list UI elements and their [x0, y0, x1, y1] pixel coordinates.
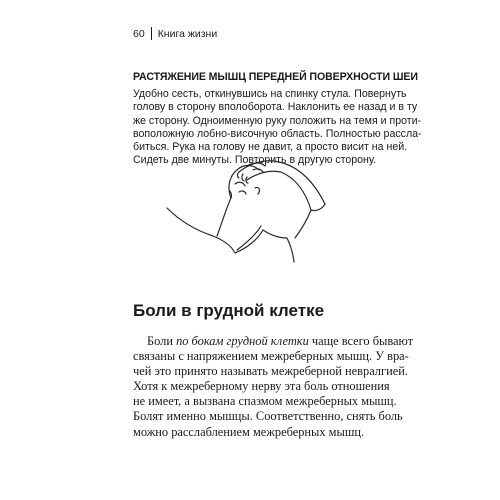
section-heading: Боли в грудной клетке: [133, 301, 325, 320]
instruction-line: биться. Рука на голову не давит, а просто висит на ней.: [133, 141, 408, 154]
instruction-line: же сторону. Одноименную руку положить на темя и проти-: [133, 114, 422, 127]
body-line: [133, 334, 414, 349]
body-line: не имеет, а вызвана спазмом межреберных мышц.: [133, 394, 397, 409]
running-header: [133, 27, 217, 40]
body-text-run: Боли: [147, 334, 177, 348]
header-divider: [151, 27, 152, 40]
instruction-line: воположную лобно-височную область. Полностью рассла-: [133, 127, 422, 140]
instruction-line: Сидеть две минуты. Повторить в другую сторону.: [133, 154, 377, 167]
body-line: связаны с напряжением межреберных мышц. У вра-: [133, 349, 409, 364]
section-body: [133, 334, 414, 440]
running-title: Книга жизни: [157, 27, 218, 40]
exercise-title: РАСТЯЖЕНИЕ МЫШЦ ПЕРЕДНЕЙ ПОВЕРХНОСТИ ШЕИ: [133, 71, 418, 83]
body-line: чей это принято называть межреберной невралгией.: [133, 364, 408, 379]
neck-stretch-illustration: [165, 150, 335, 265]
body-line: Болят именно мышцы. Соответственно, снять боль: [133, 409, 403, 424]
emphasis-text: по бокам грудной клетки: [176, 334, 309, 348]
instruction-line: Удобно сесть, откинувшись на спинку стула. Повернуть: [133, 88, 407, 100]
body-line: можно расслаблением межреберных мышц.: [133, 424, 365, 439]
instruction-line: голову в сторону вполоборота. Наклонить ее назад и в ту: [133, 101, 418, 114]
page-number: 60: [133, 27, 145, 40]
body-text-run: чаще всего бывают: [308, 334, 414, 348]
body-line: Хотя к межреберному нерву эта боль отношения: [133, 379, 390, 394]
